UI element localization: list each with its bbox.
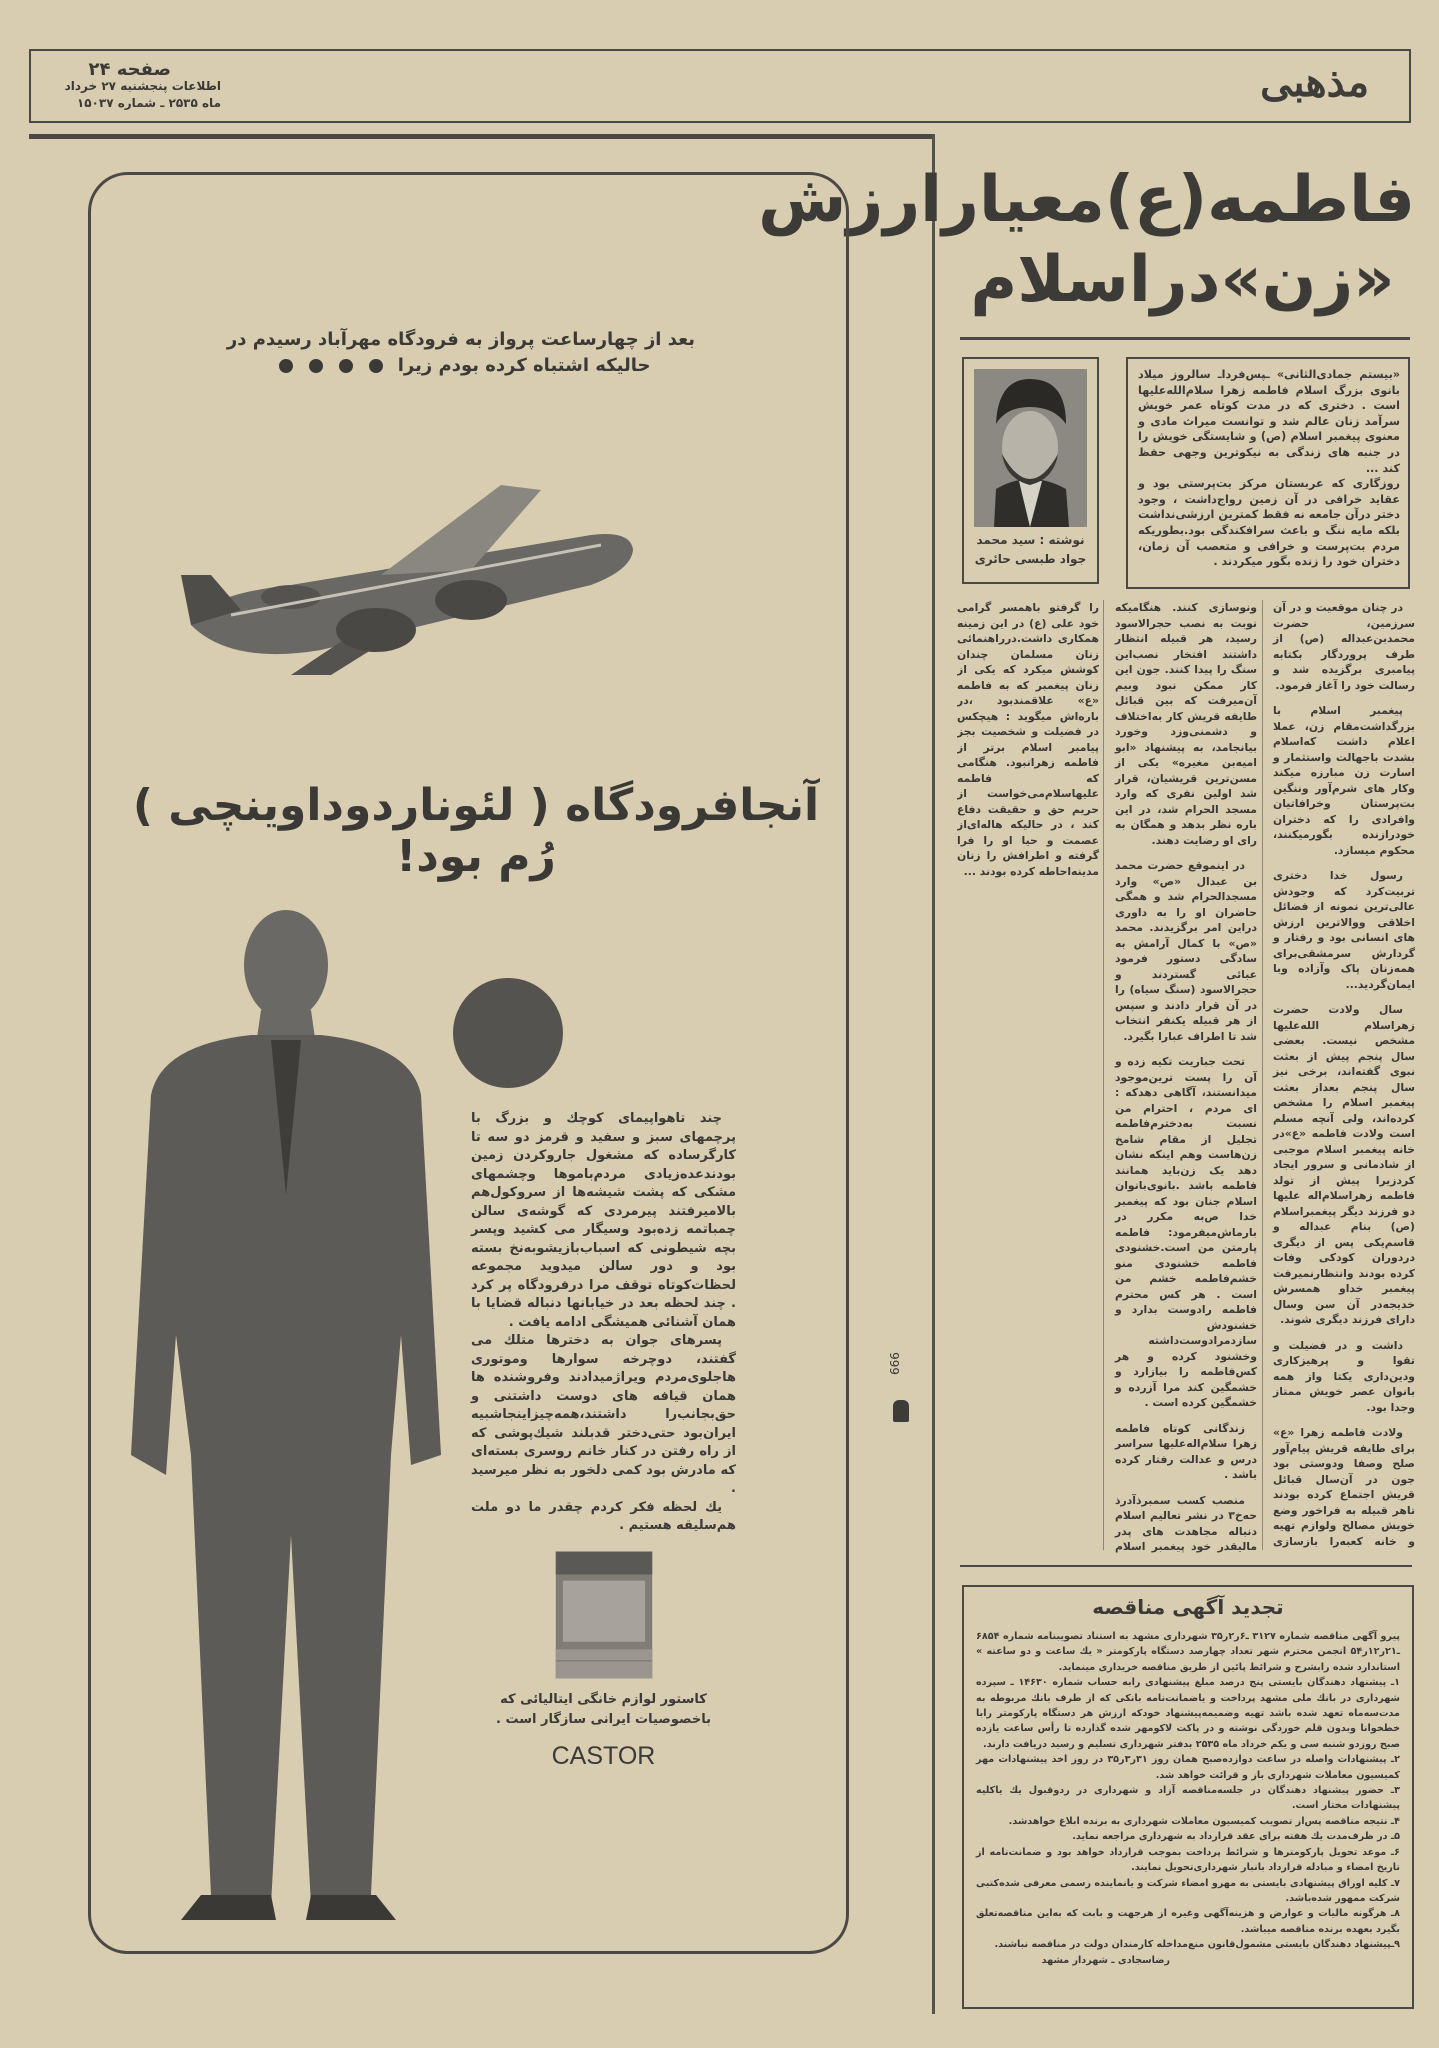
ad-copy-stack	[471, 1110, 736, 1771]
tender-paragraph: ۷ـ کلیه اوراق پیشنهادی بایستی به مهرو امضاء شرکت و یانماینده رسمی معرفی شده‌کتبی شرکت ممهور شده‌باشد.	[976, 1877, 1400, 1904]
tender-paragraph: پیرو آگهی مناقصه شماره ۳۱۲۷ ـ۶ر۲ر۳۵ شهرداری مشهد به استناد تصویبنامه شماره ۶۸۵۴ ـ۲۱ر۱۲ر۵۴ انجمن محترم شهر تعداد چهارصد دستگاه پارکومتر « یك ساعت و دو ساعته » استاندارد شده رابشرح و شرائط پائین از طریق مناقصه خریداری مینماید.	[976, 1631, 1400, 1673]
page-info	[61, 61, 221, 112]
ad-code: 666	[888, 1352, 902, 1375]
article-paragraph: منصب کسب سمبرذآدرذ حه‌خ٣ در نشر تعالیم اسلام دنباله مجاهدت های پدر مالیقدر خود پیغمبر اسلام را گرفتو باهمسر گرامی خود علی (ع) در این زمینه همکاری داشت.درراهنمائی زنان مسلمان چندان کوشش میکرد که یکی از زنان پیغمبر که به فاطمه «ع» علاقمندبود ،در باره‌اش میگوید : هیچکس در فضیلت و شخصیت بجز پیامبر اسلام برتر از فاطمه زهرانبود. هنگامی که فاطمه علیهاسلام‌می‌خواست از حریم حق و حقیقت دفاع کند ، در حالیکه هاله‌ای‌از عصمت و حیا او را فرا گرفته و اطرافش را زنان مدینه‌احاطه کرده بودند ...	[957, 601, 1257, 1553]
page-number: صفحه ۲۴	[88, 59, 171, 80]
article-paragraph: در اینموقع حضرت محمد بن عبدال «ص» وارد مسجدالحرام شد و همگی حاضران او را به داوری دراین امر برگزیدند. محمد «ص» با کمال آرامش به سادگی دستور فرمود عبائی گستردند و حجرالاسود (سنگ سیاه) را در آن قرار دادند و سپس از هر قبیله یکنفر انتخاب شد تا اطراف عبارا بگیرد.	[1115, 859, 1257, 1043]
article-body	[957, 600, 1415, 1558]
tender-paragraph: ۶ـ موعد تحویل پارکومترها و شرائط پرداخت بموجب قرارداد خواهد بود و ضمانت‌نامه از تاریخ امضاء و مبادله قرارداد بانبار شهرداری‌تحویل نمایند.	[976, 1846, 1400, 1874]
ad-paragraph: یك لحظه فکر کردم چقدر ما دو ملت هم‌سلیقه هستیم .	[471, 1499, 736, 1533]
page-header	[29, 49, 1411, 123]
article-paragraph: رسول خدا دختری تربیت‌کرد که وجودش عالی‌ترین نمونه از فضائل اخلاقی ووالاترین ارزش های انسانی بود و رفتار و گردارش سرمشقی‌برای همه‌زنان پاک وآزاده وبا ایمان‌گردید...	[1273, 869, 1415, 991]
tender-paragraph: ۴ـ نتیجه مناقصه پس‌از تصویب کمیسیون معاملات شهرداری به برنده ابلاغ خواهدشد.	[1008, 1815, 1400, 1827]
tender-body	[976, 1629, 1400, 1968]
intro-paragraph: «بیستم جمادی‌الثانی» ـپس‌فرداـ سالروز میلاد بانوی بزرگ اسلام فاطمه زهرا سلام‌الله‌علیها است . دختری که در مدت کوتاه عمر خویش سرآمد زنان عالم شد و توانست میراث مادی و معنوی پیغمبر اسلام (ص) و شایستگی خویش را در جنبه های زندگی به نیکوترین وجهی حفظ کند ...	[1138, 368, 1400, 475]
tender-paragraph: ۱ـ پیشنهاد دهندگان بایستی پنج درصد مبلغ پیشنهادی رابه حساب شماره ۱۴۶۳۰ ـ سپرده شهرداری در بانك ملی مشهد پرداخت و یاضمانت‌نامه بانکی که از طرف بانك مربوطه به مدت‌سه‌ماه تعهد شده باشد تهیه وضمیمه‌پیشنهاد خودکه ارزش هر دستگاه پارکومتر رابا خطخوانا وبدون قلم خوردگی نوشته و در پاکت لاکومهر شده گذارده تا رأس ساعت یازده صبح روزدو شنبه سی و یکم خرداد ماه ۲۵۳۵ بدفتر شهرداری تسلیم و رسید دریافت دارند.	[976, 1677, 1401, 1750]
article-paragraph: زندگانی کوتاه فاطمه زهرا سلام‌اله‌علیها سراسر درس و عدالت رفتار کرده باشد .	[1115, 1421, 1257, 1481]
divider	[960, 1565, 1412, 1567]
ad-headline-text: بعد از چهارساعت پرواز به فرودگاه مهرآباد رسیدم در حالیکه اشتباه کرده بودم زیرا	[226, 329, 696, 376]
headline-line: فاطمه(ع)معیارارزش	[758, 163, 1415, 237]
tender-signature: رضاسجادی ـ شهردار مشهد	[1041, 1954, 1170, 1966]
intro-box	[1126, 357, 1410, 589]
tender-paragraph: ۵ـ در ظرف‌مدت یك هفته برای عقد قرارداد به شهرداری مراجعه نماید.	[1072, 1831, 1400, 1843]
castor-advertisement	[88, 172, 849, 1954]
article-paragraph: ولادت فاطمه زهرا «ع» برای طایفه قریش پیام‌آور صلح وصفا ودوستی بود جون در آن‌سال قبائل قریش اجتماع کرده بودند تاهر قبیله به فراخور وضع خویش مصالح ولوازم تهیه و خانه کعبه‌را بازسازی ونوسازی کنند. هنگامیکه نوبت به نصب حجرالاسود رسید، هر قبیله انتظار داشتند افتخار نصب‌این سنگ را پیدا کنند. جون این کار ممکن نبود وبیم آن‌میرفت که بین قبائل طایفه قریش کار به‌اختلاف و دشمنی‌وزد وخورد بیانجامد، به پیشنهاد «ابو امیه‌بن مغیره» یکی از مسن‌ترین قریشیان، قرار شد اولین نفری که وارد مسجد الحرام شد، در این باره نظر بدهد و همگان به رای او رضایت دهند.	[1115, 601, 1415, 1548]
tender-paragraph: ۲ـ پیشنهادات واصله در ساعت دوازده‌صبح همان روز ۳۱ر۳ر۳۵ در روز اخذ پیشنهادات مهر کمیسیون معاملات شهرداری باز و قرائت خواهد شد.	[976, 1754, 1400, 1781]
tender-paragraph: ۸ـ هرگونه مالیات و عوارض و هزینه‌آگهی وغیره از هرجهت و بابت که به‌این مناقصه‌تعلق بگیرد بعهده برنده مناقصه میباشد.	[976, 1908, 1400, 1935]
man-in-suit-photo	[121, 895, 451, 1925]
article-paragraph: تحت جباریت تکیه زده و آن را پست ترین‌موجود میدانستند، آگاهی دهدکه : ای مردم ، احترام من نسبت به‌دخترم‌فاطمه تجلیل از مقام شامخ زن‌هاست وهم اینکه نشان دهد یک زن‌باید همانند فاطمه باشد .بانوی‌بانوان اسلام جنان بود که پیغمبر خدا ص‌به مکرر در بارماش‌میفرمود: فاطمه پارمتن من است.خشنودی فاطمه خشنودی منو خشم‌فاطمه خشم من است . هر کس محترم فاطمه رادوست بدارد و خشنودش سازدمرادوست‌داشته وخشنود کرده و هر کس‌فاطمه را بیازارد و خشمگین کند مرا آزرده و خشمگین کرده است .	[1115, 1055, 1257, 1409]
article-paragraph: داشت و در فضیلت و تقوا و پرهیزکاری ودین‌داری یکتا واز همه بانوان عصر خویش ممتاز وجدا بود.	[1273, 1338, 1415, 1414]
author-photo	[974, 369, 1087, 527]
article-paragraph: در چنان موقعیت و در آن سرزمین، حضرت محمدبن‌عبداله (ص) از طرف پروردگار بکتابه پیامبری برگزیده شد و رسالت خود را آغاز فرمود.	[1273, 601, 1415, 692]
airplane-illustration	[171, 475, 641, 675]
tender-notice	[962, 1585, 1414, 2009]
issue-number: ماه ۲۵۳۵ ـ شماره ۱۵۰۳۷	[76, 96, 221, 110]
tender-paragraph: ۹ـپیشنهاد دهندگان بایستی مشمول‌قانون منع‌مداخله کارمندان دولت در مناقصه نباشند.	[994, 1939, 1400, 1951]
product-tagline: کاستور لوازم خانگی ایتالیائی که باخصوصیات ایرانی سازگار است .	[496, 1691, 711, 1727]
ad-body-text	[471, 1110, 736, 1536]
author-byline: نوشته : سید محمد جواد طبسی حائری	[974, 533, 1087, 566]
dots-icon	[271, 355, 391, 376]
author-photo-box	[962, 357, 1099, 584]
dark-circle-graphic	[453, 978, 563, 1088]
tender-paragraph: ۳ـ حضور پیشنهاد دهندگان در جلسه‌مناقصه آزاد و شهرداری در ردوقبول یك یاکلیه پیشنهادات مختار است.	[976, 1785, 1400, 1812]
dateline: اطلاعات پنجشنبه ۲۷ خرداد	[64, 79, 221, 93]
article-headline	[758, 160, 1415, 320]
section-title: مذهبی	[1260, 59, 1369, 106]
intro-text	[1138, 367, 1400, 570]
divider	[29, 134, 934, 139]
headline-line: «زن»دراسلام	[970, 243, 1395, 317]
divider	[960, 337, 1410, 340]
washing-machine-image	[554, 1550, 654, 1680]
ad-main-headline: آنجافرودگاه ( لئوناردوداوینچی ) رُم بود!	[132, 780, 820, 882]
castor-logo: CASTOR	[551, 1741, 656, 1770]
article-paragraph: سال ولادت حضرت زهراسلام الله‌علیها مشخص نیست. بعضی سال پنجم پیش از بعثت نبوی گفته‌اند، برخی نیز سال پنجم بعداز بعثت پیغمبر اسلام را مشخص کرده‌اند، ولی آنچه مسلم است ولادت فاطمه «ع»در خانه پیغمبر اسلام موجبی از شادمانی و سرور ایجاد کردزیرا پیش از تولد فاطمه زهراسلام‌اله علیها دو فرزند دیگر پیغمبراسلام (ص) بنام عبداله و قاسم‌یکی پس از دیگری دردوران کودکی وفات کرده بودند وانتظارنمیرفت پیغمبر خداو همسرش خدیجه‌در آن سن وسال دارای فرزند دیگری شوند.	[1273, 1003, 1415, 1326]
ad-paragraph: پسرهای جوان به دخترها متلك می گفتند، دوچرخه سوارها وموتوری هاجلوی‌مردم ویراژمیدادند وفروشنده ها همان قیافه های دوست داشتنی و حق‌بجانب‌را داشتند،همه‌چیزاینجاشبیه ایران‌بود حتی‌دختر قدبلند شیك‌پوشی که از راه رفتن در کنار خانم روسری بسته‌ای که مادرش بود کمی دلخور به نظر میرسید .	[471, 1333, 736, 1496]
intro-paragraph: روزگاری که عربستان مرکز بت‌پرستی بود و عقاید خرافی در آن زمین رواج‌داشت ، وجود دختر درآن جامعه نه فقط کمترین ارزشی‌نداشت بلکه مایه ننگ و باعث سرافکندگی بود.بطوریکه مردم بت‌پرست و خرافی و متعصب آن زمان، دختران خود را زنده بگور میکردند .	[1138, 477, 1400, 569]
tender-title: تجدید آگهی مناقصه	[1092, 1595, 1284, 1619]
ink-mark	[893, 1400, 909, 1422]
article-paragraph: پیغمبر اسلام با بزرگداشت‌مقام زن، عملا اعلام داشت که‌اسلام بشدت باجهالت واستثمار و اسارت زن مبارزه میکند وکار های شرم‌آور وننگین بت‌پرستان وخرافاتیان وافرادی را که دختران خودرازنده بگورمیکنند، محکوم میسازد.	[1273, 704, 1415, 857]
ad-headline	[201, 327, 721, 379]
column-divider	[932, 134, 935, 2014]
ad-paragraph: چند تاهواپیمای کوچك و بزرگ با پرچمهای سبز و سفید و قرمز دو سه تا کارگرساده که مشغول جاروکردن زمین بودندعده‌زیادی مردم‌باموها وچشمهای مشکی که پشت شیشه‌ها از سروکول‌هم بالامیرفتند پیرمردی که گوشه‌ی سالن چمباتمه زده‌بود وسیگار می کشید وپسر بچه شیطونی که اسباب‌بازیشوبه‌نخ بسته بود و دور سالن میدوید مجموعه لحظات‌کوتاه توقف مرا درفرودگاه پر کرد . چند لحظه بعد در خیابانها دنباله قضایا با همان آشنائی همیشگی ادامه یافت .	[471, 1111, 736, 1330]
